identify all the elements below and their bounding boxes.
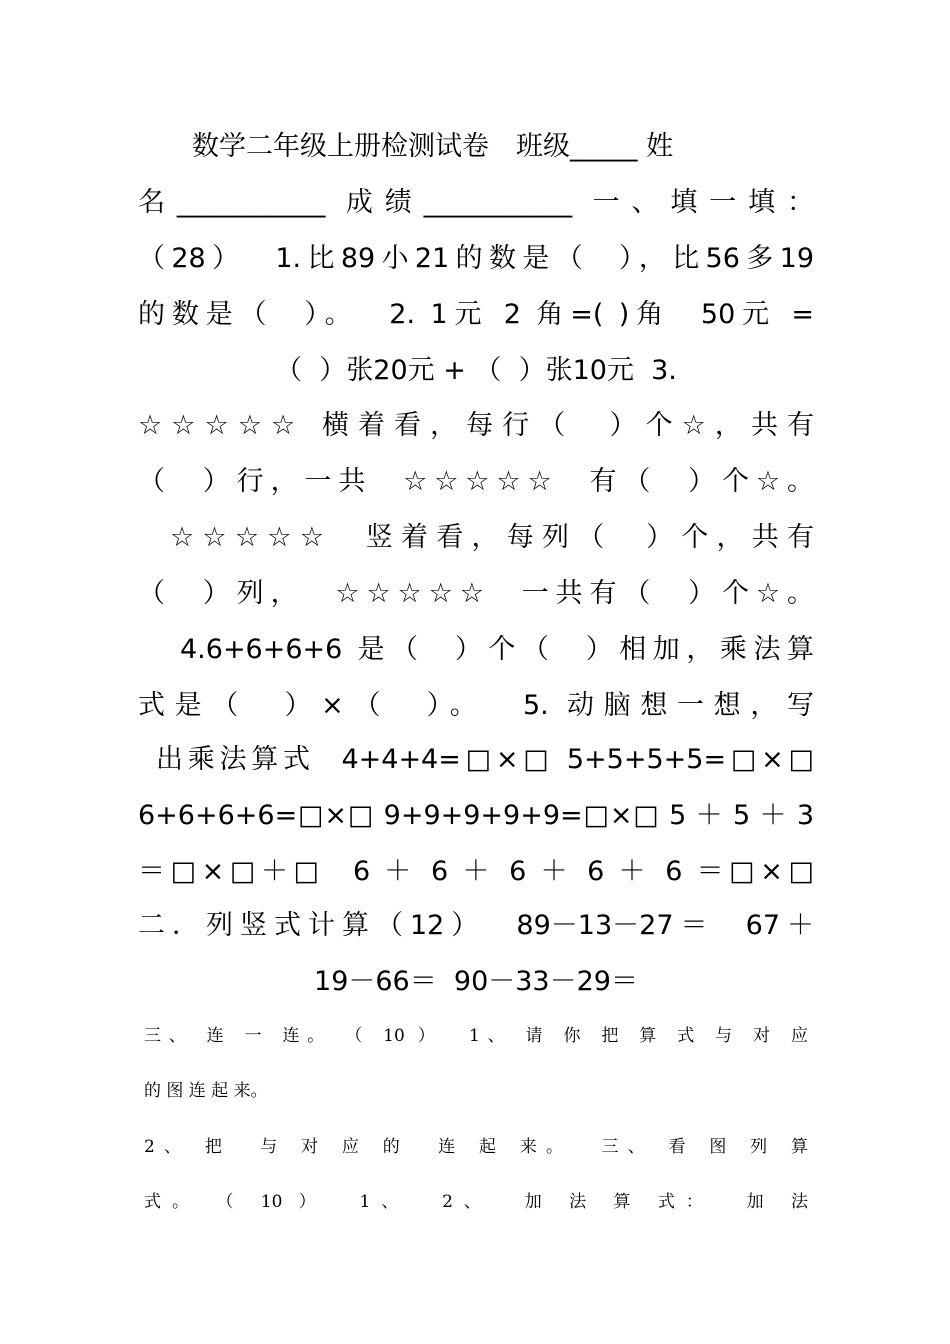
question-line: （ ）张20元 + （ ）张10元 3. xyxy=(275,355,677,386)
stars-row-line: （ ）行，一共 ☆☆☆☆☆ 有（ ）个☆。 xyxy=(138,466,814,497)
section-three-line: 式。 （ 10 ） 1、 2、 加 法 算 式： 加 法 xyxy=(144,1192,808,1212)
calculation-line: 19－66＝ 90－33－29＝ xyxy=(314,966,638,997)
section-three-line: 2、 把 与 对 应 的 连 起 来。 三、 看 图 列 算 xyxy=(144,1137,808,1157)
section-two-heading: 二．列竖式计算（12） 89－13－27＝ 67＋ xyxy=(138,910,814,941)
multiplication-line: 6+6+6+6=□×□ 9+9+9+9+9=□×□ 5 ＋ 5 ＋ 3 xyxy=(138,800,814,831)
stars-row-line: ☆☆☆☆☆ 横着看，每行（ ）个☆，共有 xyxy=(138,410,814,441)
multiplication-line: 出乘法算式 4+4+4=□×□ 5+5+5+5=□×□ xyxy=(156,744,814,775)
question-line: （28） 1.比89小21的数是（ ），比56多19 xyxy=(138,243,814,274)
question-line: 的数是（ ）。 2. 1元 2 角=( )角 50元 = xyxy=(138,299,814,330)
multiplication-line: ＝□×□＋□ 6 ＋ 6 ＋ 6 ＋ 6 ＋ 6 ＝□×□ xyxy=(138,856,814,887)
stars-column-line: （ ）列， ☆☆☆☆☆ 一共有（ ）个☆。 xyxy=(138,578,814,609)
section-three-line: 三、 连 一 连。 （ 10 ） 1、 请 你 把 算 式 与 对 应 xyxy=(144,1026,808,1046)
question-line: 式是（ ）×（ ）。 5. 动脑想一想，写 xyxy=(138,690,814,721)
title-line: 数学二年级上册检测试卷 班级_____ 姓 xyxy=(138,131,674,162)
name-score-line: 名___________ 成绩___________ 一、填一填： xyxy=(138,187,814,218)
question-line: 4.6+6+6+6 是（ ）个（ ）相加，乘法算 xyxy=(180,634,814,665)
stars-column-line: ☆☆☆☆☆ 竖着看，每列（ ）个，共有 xyxy=(170,522,814,553)
section-three-line: 的 图 连 起 来。 xyxy=(144,1081,268,1101)
